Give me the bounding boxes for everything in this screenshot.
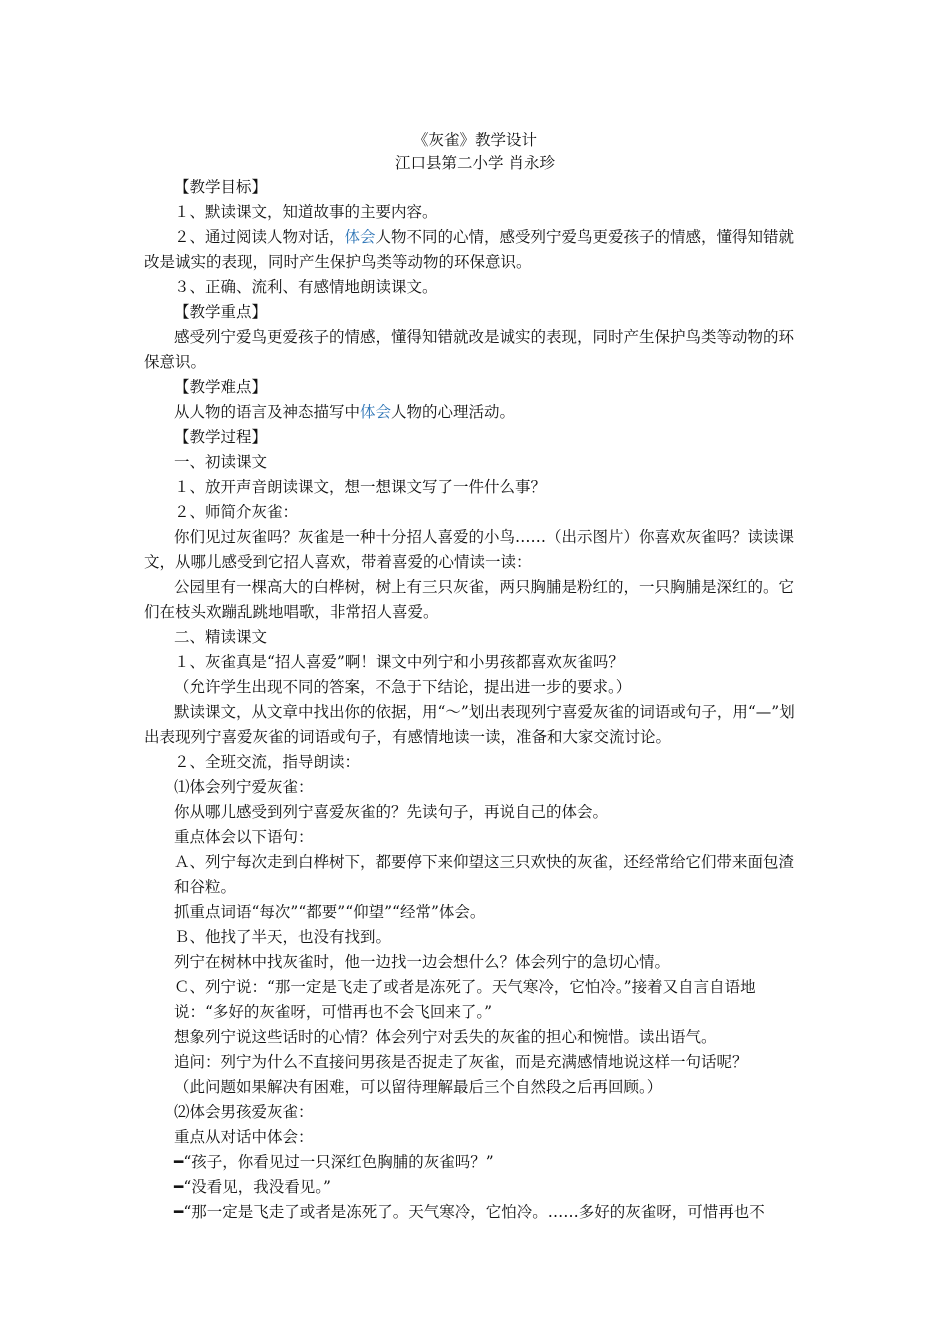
part1-step-1: １、放开声音朗读课文，想一想课文写了一件什么事？ [174,478,547,496]
goal-2-highlight: 体会 [344,228,376,246]
difficulty-heading: 【教学难点】 [174,378,268,396]
sub2-heading: ⑵体会男孩爱灰雀： [174,1103,314,1121]
sub1-heading: ⑴体会列宁爱灰雀： [174,778,314,796]
part2-step-1: １、灰雀真是“招人喜爱”啊！课文中列宁和小男孩都喜欢灰雀吗？ [174,653,624,671]
sub1-sentence-c-note: 想象列宁说这些话时的心情？体会列宁对丢失的灰雀的担心和惋惜。读出语气。 [174,1028,717,1046]
sub1-focus: 重点体会以下语句： [174,828,314,846]
key-text: 感受列宁爱鸟更爱孩子的情感，懂得知错就改是诚实的表现，同时产生保护鸟类等动物的环保意识。 [144,328,795,371]
part1-paragraph-1: 你们见过灰雀吗？灰雀是一种十分招人喜爱的小鸟……（出示图片）你喜欢灰雀吗？读读课文，从哪儿感受到它招人喜欢，带着喜爱的心情读一读： [144,528,795,571]
goal-1: １、默读课文，知道故事的主要内容。 [174,203,438,221]
difficulty-text-b: 人物的心理活动。 [391,403,516,421]
goal-2-text-a: ２、通过阅读人物对话， [174,228,345,246]
part2-heading: 二、精读课文 [174,628,268,646]
goal-3: ３、正确、流利、有感情地朗读课文。 [174,278,438,296]
goals-heading: 【教学目标】 [174,178,268,196]
part1-paragraph-2: 公园里有一棵高大的白桦树，树上有三只灰雀，两只胸脯是粉红的，一只胸脯是深红的。它们在枝头欢蹦乱跳地唱歌，非常招人喜爱。 [144,578,795,621]
sub1-follow-up-note: （此问题如果解决有困难，可以留待理解最后三个自然段之后再回顾。） [174,1078,663,1096]
sub1-sentence-a: Ａ、列宁每次走到白桦树下，都要停下来仰望这三只欢快的灰雀，还经常给它们带来面包渣和谷粒。 [174,853,795,896]
sub1-sentence-c: Ｃ、列宁说：“那一定是飞走了或者是冻死了。天气寒冷，它怕冷。”接着又自言自语地说：“多好的灰雀呀，可惜再也不会飞回来了。” [174,978,756,1021]
part1-heading: 一、初读课文 [174,453,268,471]
document-body [144,175,808,1225]
part2-step-2: ２、全班交流，指导朗读： [174,753,361,771]
sub1-sentence-b: Ｂ、他找了半天，也没有找到。 [174,928,392,946]
dialog-line-3: ━“那一定是飞走了或者是冻死了。天气寒冷，它怕冷。……多好的灰雀呀，可惜再也不 [174,1203,765,1221]
difficulty-highlight: 体会 [360,403,392,421]
goal-2-text-b: 人物不同的心情，感受列宁爱鸟更爱孩子的情感，懂得知错就改是诚实的表现，同时产生保护鸟类等动物的环保意识。 [144,228,795,271]
sub1-sentence-b-note: 列宁在树林中找灰雀时，他一边找一边会想什么？体会列宁的急切心情。 [174,953,671,971]
part2-paragraph-1: 默读课文，从文章中找出你的依据，用“～”划出表现列宁喜爱灰雀的词语或句子，用“—”划出表现列宁喜爱灰雀的词语或句子，有感情地读一读，准备和大家交流讨论。 [144,703,795,746]
difficulty-text [144,400,808,425]
sub1-follow-up: 追问：列宁为什么不直接问男孩是否捉走了灰雀，而是充满感情地说这样一句话呢？ [174,1053,748,1071]
sub2-focus: 重点从对话中体会： [174,1128,314,1146]
dialog-line-2: ━“没看见，我没看见。” [174,1178,331,1196]
sub1-question: 你从哪儿感受到列宁喜爱灰雀的？先读句子，再说自己的体会。 [174,803,609,821]
page-title: 《灰雀》教学设计 [412,131,537,149]
part2-note: （允许学生出现不同的答案，不急于下结论，提出进一步的要求。） [174,678,632,696]
key-heading: 【教学重点】 [174,303,268,321]
dialog-line-1: ━“孩子，你看见过一只深红色胸脯的灰雀吗？” [174,1153,494,1171]
part1-step-2: ２、师简介灰雀： [174,503,299,521]
sub1-sentence-a-note: 抓重点词语“每次”“都要”“仰望”“经常”体会。 [174,903,486,921]
author-line: 江口县第二小学 肖永珍 [395,154,555,172]
difficulty-text-a: 从人物的语言及神态描写中 [174,403,361,421]
goal-2 [144,225,808,275]
process-heading: 【教学过程】 [174,428,268,446]
